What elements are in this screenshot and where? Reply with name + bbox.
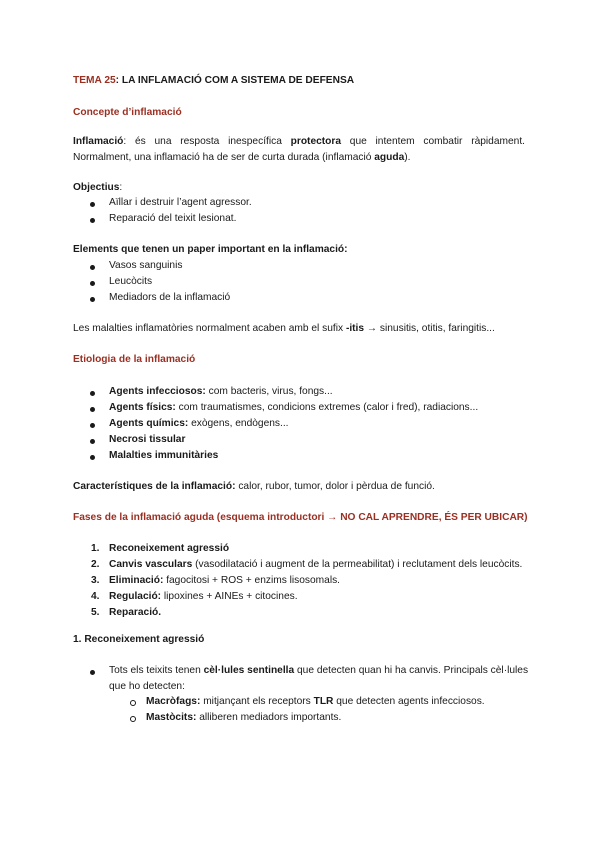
sub-list-item: [146, 696, 485, 707]
term-inflamacio: Inflamació: [73, 136, 124, 147]
list-item: [109, 450, 218, 461]
list-item: [109, 559, 522, 570]
bullet-dot: [90, 218, 95, 223]
bold-span: Canvis vasculars: [109, 559, 193, 570]
bold-span: cèl·lules sentinella: [203, 665, 295, 676]
text-span: calor, rubor, tumor, dolor i pèrdua de funció.: [235, 481, 435, 492]
bold-span: Agents infecciosos:: [109, 386, 206, 397]
bold-span: Mastòcits:: [146, 712, 197, 723]
bold-span: Regulació:: [109, 591, 162, 602]
list-item: Reparació del teixit lesionat.: [109, 213, 237, 224]
sub-bullet-circle: [130, 716, 136, 722]
list-number: 2.: [91, 559, 100, 570]
heading-concepte: Concepte d’inflamació: [73, 107, 182, 118]
text-span: mitjançant els receptors: [200, 696, 314, 707]
list-item: [109, 607, 161, 618]
text-span: com traumatismes, condicions extremes (calor i fred), radiacions...: [175, 402, 479, 413]
colon: :: [119, 182, 123, 193]
heading-elements: Elements que tenen un paper important en la inflamació:: [73, 244, 348, 255]
paragraph-caracteristiques: [73, 481, 435, 492]
list-item: Mediadors de la inflamació: [109, 292, 231, 303]
text-span: exògens, endògens...: [188, 418, 289, 429]
bullet-dot: [90, 670, 95, 675]
bold-span: Característiques de la inflamació:: [73, 481, 236, 492]
list-item: [109, 575, 340, 586]
list-item: [109, 386, 333, 397]
paragraph-malalties: [73, 323, 495, 334]
list-number: 1.: [91, 543, 100, 554]
bold-span: Eliminació:: [109, 575, 164, 586]
text-span: fagocitosi + ROS + enzims lisosomals.: [163, 575, 341, 586]
bold-span: protectora: [290, 136, 342, 147]
text-span: alliberen mediadors importants.: [196, 712, 342, 723]
text-span: que detecten quan hi ha canvis. Principals cèl·lules: [294, 665, 529, 676]
text-span: ).: [404, 152, 411, 163]
bold-span: TLR: [313, 696, 334, 707]
sub-list-item: [146, 712, 341, 723]
heading-text: Objectius: [73, 182, 120, 193]
bold-span: Malalties immunitàries: [109, 450, 219, 461]
list-item: [109, 402, 478, 413]
bold-span: Necrosi tissular: [109, 434, 186, 445]
list-item: Aïllar i destruir l’agent agressor.: [109, 197, 252, 208]
text-span: lipoxines + AINEs + citocines.: [161, 591, 298, 602]
bullet-dot: [90, 407, 95, 412]
bullet-dot: [90, 265, 95, 270]
bold-span: Reparació.: [109, 607, 162, 618]
bold-span: Reconeixement agressió: [109, 543, 230, 554]
paragraph-concepte: [73, 134, 525, 166]
list-item-continuation: que ho detecten:: [109, 681, 185, 692]
bullet-dot: [90, 297, 95, 302]
bold-span: aguda: [374, 152, 405, 163]
text-span: que intentem combatir ràpidament. Normalment, una inflamació ha de ser de curta durada (inflamació: [73, 136, 525, 163]
bullet-dot: [90, 391, 95, 396]
text-span: (vasodilatació i augment de la permeabilitat) i reclutament dels leucòcits.: [192, 559, 523, 570]
list-item: Leucòcits: [109, 276, 153, 287]
text-span: Tots els teixits tenen: [109, 665, 204, 676]
bullet-dot: [90, 281, 95, 286]
text-span: : és una resposta inespecífica: [123, 136, 291, 147]
title-rest: : LA INFLAMACIÓ COM A SISTEMA DE DEFENSA: [115, 75, 355, 86]
bold-span: Agents físics:: [109, 402, 176, 413]
heading-fases: Fases de la inflamació aguda (esquema introductori → NO CAL APRENDRE, ÉS PER UBICAR): [73, 512, 528, 523]
heading-reconeixement: 1. Reconeixement agressió: [73, 634, 205, 645]
bold-span: Macròfags:: [146, 696, 201, 707]
list-item: [109, 418, 289, 429]
list-number: 5.: [91, 607, 100, 618]
list-item: [109, 591, 298, 602]
bullet-dot: [90, 202, 95, 207]
title-prefix: TEMA 25: [73, 75, 116, 86]
bullet-dot: [90, 439, 95, 444]
text-span: com bacteris, virus, fongs...: [205, 386, 333, 397]
list-item: Vasos sanguinis: [109, 260, 183, 271]
text-span: → sinusitis, otitis, faringitis...: [364, 323, 495, 334]
list-item: [109, 543, 229, 554]
text-span: que detecten agents infecciosos.: [333, 696, 485, 707]
list-item: [109, 665, 528, 676]
heading-objectius: [73, 182, 122, 193]
sub-bullet-circle: [130, 700, 136, 706]
bullet-dot: [90, 423, 95, 428]
heading-etiologia: Etiologia de la inflamació: [73, 354, 196, 365]
bullet-dot: [90, 455, 95, 460]
page-title: [73, 75, 354, 86]
bold-span: -itis: [345, 323, 365, 334]
list-number: 4.: [91, 591, 100, 602]
list-item: [109, 434, 185, 445]
bold-span: Agents químics:: [109, 418, 189, 429]
list-number: 3.: [91, 575, 100, 586]
text-span: Les malalties inflamatòries normalment acaben amb el sufix: [73, 323, 346, 334]
